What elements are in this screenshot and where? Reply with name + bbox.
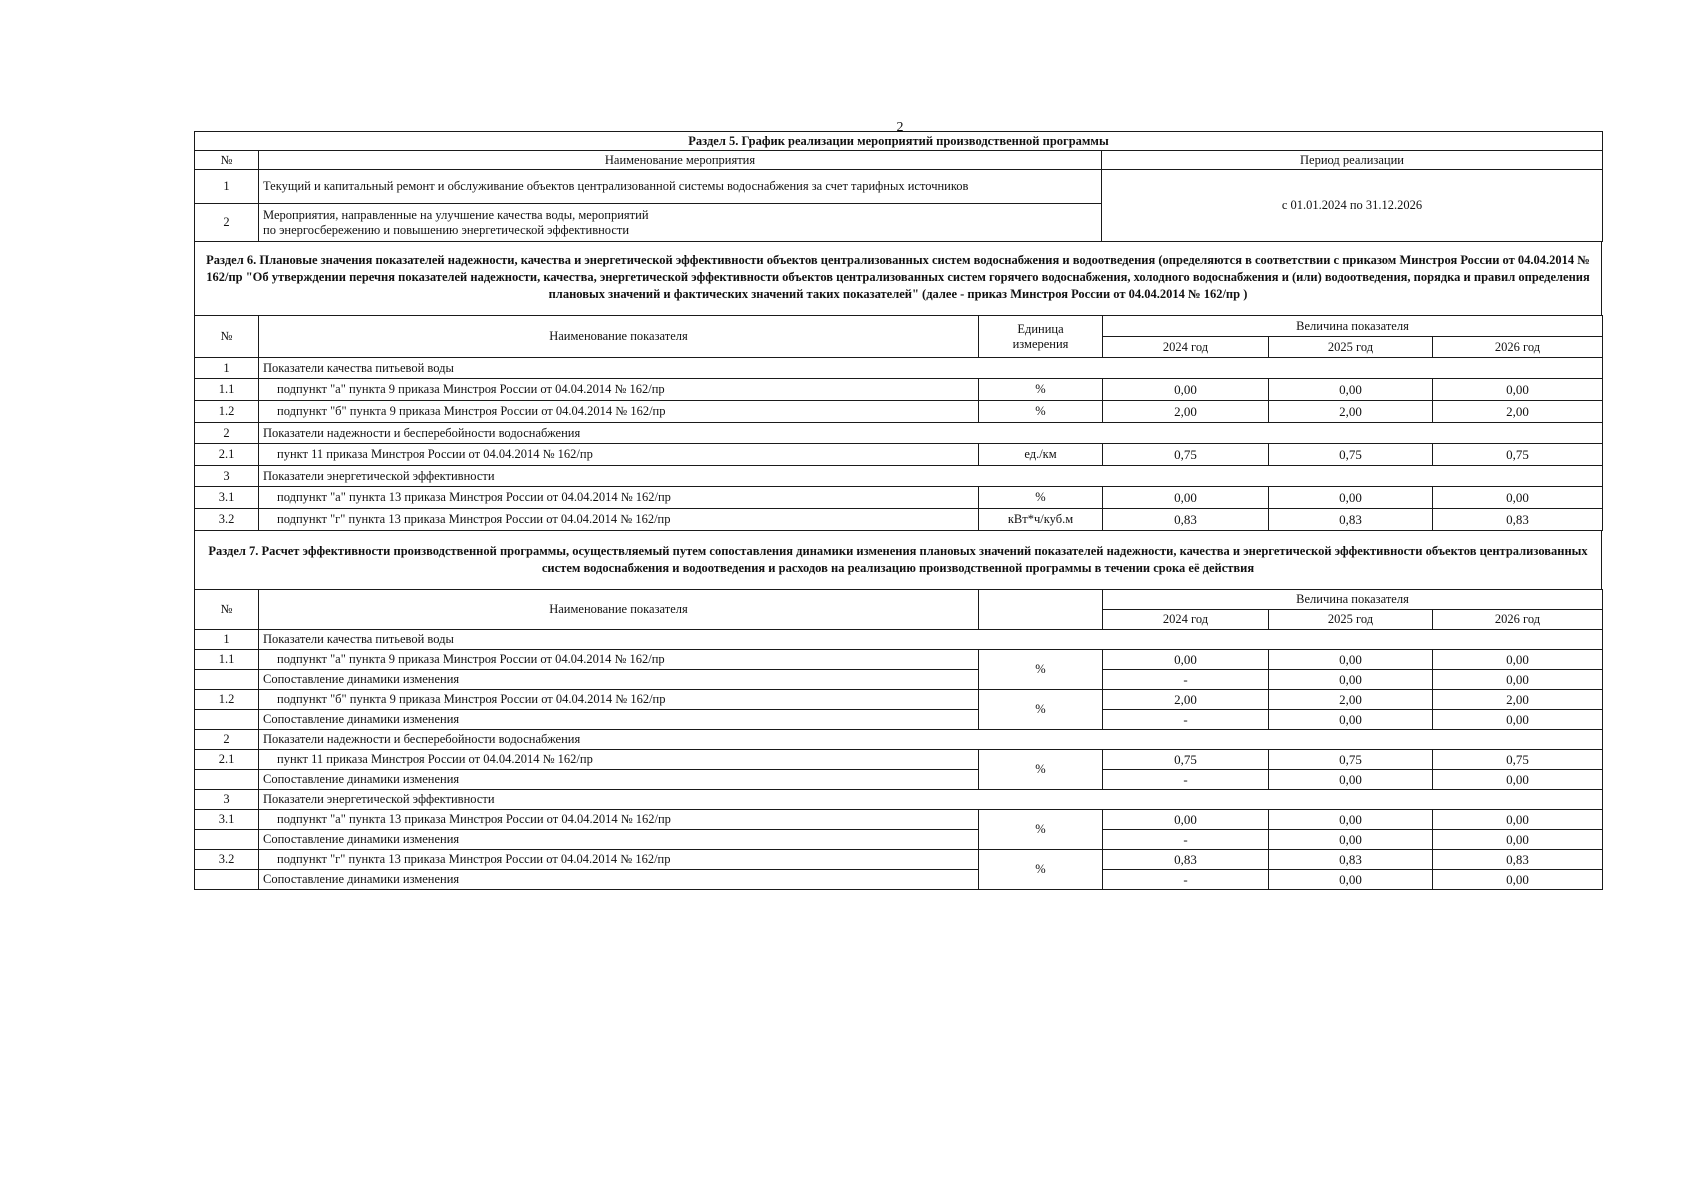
indicator-name: подпункт "а" пункта 9 приказа Минстроя России от 04.04.2014 № 162/пр — [259, 650, 979, 670]
row-number: 2.1 — [195, 750, 259, 770]
section5-row-2-num: 2 — [195, 204, 259, 242]
unit-cell: % — [979, 750, 1103, 790]
section5-period-value: с 01.01.2024 по 31.12.2026 — [1102, 170, 1603, 242]
compare-value-cell: - — [1103, 710, 1269, 730]
value-cell: 0,75 — [1103, 750, 1269, 770]
compare-value-cell: 0,00 — [1269, 670, 1433, 690]
unit-cell: % — [979, 650, 1103, 690]
value-cell: 0,75 — [1433, 444, 1603, 466]
table-row — [195, 509, 1603, 531]
unit-cell: % — [979, 810, 1103, 850]
row-number-empty — [195, 670, 259, 690]
section6-year-2025: 2025 год — [1269, 337, 1433, 358]
row-number-empty — [195, 830, 259, 850]
value-cell: 2,00 — [1433, 401, 1603, 423]
value-cell: 0,75 — [1269, 750, 1433, 770]
section6-col-num: № — [195, 316, 259, 358]
value-cell: 0,75 — [1269, 444, 1433, 466]
section7-table — [194, 589, 1603, 890]
table-row — [195, 750, 1603, 770]
section7-title: Раздел 7. Расчет эффективности производственной программы, осуществляемый путем сопоставления динамики изменения плановых значений показателей надежности, качества и энергетической эффективности объектов централизованных систем водоснабжения и водоотведения и расходов на реализацию производственной программы в течении срока её действия — [194, 531, 1602, 589]
section5-table — [194, 131, 1603, 242]
value-cell: 2,00 — [1269, 690, 1433, 710]
row-number: 3 — [195, 466, 259, 487]
page-number: 2 — [896, 120, 904, 135]
value-cell: 0,75 — [1433, 750, 1603, 770]
value-cell: 0,00 — [1103, 379, 1269, 401]
row-number: 1.2 — [195, 401, 259, 423]
row-number: 1.1 — [195, 379, 259, 401]
value-cell: 0,00 — [1269, 810, 1433, 830]
group-name: Показатели качества питьевой воды — [259, 358, 1603, 379]
table-row — [195, 444, 1603, 466]
compare-value-cell: 0,00 — [1269, 870, 1433, 890]
row-number-empty — [195, 770, 259, 790]
indicator-name: подпункт "а" пункта 13 приказа Минстроя России от 04.04.2014 № 162/пр — [259, 810, 979, 830]
table-row — [195, 810, 1603, 830]
section6-body — [195, 358, 1603, 531]
section5-row-1-name: Текущий и капитальный ремонт и обслуживание объектов централизованной системы водоснабжения за счет тарифных источников — [259, 170, 1102, 204]
compare-value-cell: 0,00 — [1433, 710, 1603, 730]
compare-row — [195, 870, 1603, 890]
value-cell: 0,83 — [1433, 509, 1603, 531]
section7-col-name: Наименование показателя — [259, 590, 979, 630]
indicator-name: пункт 11 приказа Минстроя России от 04.04.2014 № 162/пр — [259, 750, 979, 770]
unit-cell: % — [979, 850, 1103, 890]
indicator-name: пункт 11 приказа Минстроя России от 04.04.2014 № 162/пр — [259, 444, 979, 466]
section6-year-2024: 2024 год — [1103, 337, 1269, 358]
row-number: 1.2 — [195, 690, 259, 710]
value-cell: 0,00 — [1433, 379, 1603, 401]
value-cell: 0,83 — [1433, 850, 1603, 870]
indicator-name: подпункт "а" пункта 9 приказа Минстроя России от 04.04.2014 № 162/пр — [259, 379, 979, 401]
unit-cell: % — [979, 487, 1103, 509]
section6-col-unit — [979, 316, 1103, 358]
row-number: 2 — [195, 730, 259, 750]
value-cell: 0,00 — [1433, 650, 1603, 670]
unit-cell: кВт*ч/куб.м — [979, 509, 1103, 531]
compare-value-cell: - — [1103, 870, 1269, 890]
indicator-name: подпункт "б" пункта 9 приказа Минстроя России от 04.04.2014 № 162/пр — [259, 690, 979, 710]
compare-label: Сопоставление динамики изменения — [259, 710, 979, 730]
section5-row-1-num: 1 — [195, 170, 259, 204]
compare-value-cell: - — [1103, 830, 1269, 850]
value-cell: 0,00 — [1433, 487, 1603, 509]
value-cell: 0,83 — [1269, 850, 1433, 870]
section7-group-row — [195, 630, 1603, 650]
section6-group-row — [195, 466, 1603, 487]
section7-year-2024: 2024 год — [1103, 610, 1269, 630]
group-name: Показатели надежности и бесперебойности водоснабжения — [259, 730, 1603, 750]
table-row — [195, 401, 1603, 423]
row-number: 1 — [195, 630, 259, 650]
section5-title: Раздел 5. График реализации мероприятий производственной программы — [195, 132, 1603, 151]
indicator-name: подпункт "б" пункта 9 приказа Минстроя России от 04.04.2014 № 162/пр — [259, 401, 979, 423]
section6-group-row — [195, 423, 1603, 444]
section7-col-unit — [979, 590, 1103, 630]
compare-value-cell: 0,00 — [1433, 830, 1603, 850]
compare-row — [195, 770, 1603, 790]
indicator-name: подпункт "г" пункта 13 приказа Минстроя России от 04.04.2014 № 162/пр — [259, 509, 979, 531]
section6-col-value: Величина показателя — [1103, 316, 1603, 337]
table-row — [195, 690, 1603, 710]
compare-row — [195, 710, 1603, 730]
value-cell: 0,75 — [1103, 444, 1269, 466]
table-row — [195, 850, 1603, 870]
compare-value-cell: - — [1103, 770, 1269, 790]
value-cell: 0,00 — [1433, 810, 1603, 830]
unit-cell: % — [979, 379, 1103, 401]
section7-year-2026: 2026 год — [1433, 610, 1603, 630]
value-cell: 2,00 — [1103, 690, 1269, 710]
table-row — [195, 487, 1603, 509]
compare-value-cell: 0,00 — [1269, 710, 1433, 730]
value-cell: 0,00 — [1269, 487, 1433, 509]
compare-value-cell: 0,00 — [1269, 830, 1433, 850]
group-name: Показатели энергетической эффективности — [259, 790, 1603, 810]
row-number: 1 — [195, 358, 259, 379]
compare-value-cell: 0,00 — [1433, 770, 1603, 790]
value-cell: 2,00 — [1269, 401, 1433, 423]
section7-group-row — [195, 730, 1603, 750]
section5-col-num: № — [195, 151, 259, 170]
unit-cell: % — [979, 690, 1103, 730]
compare-label: Сопоставление динамики изменения — [259, 830, 979, 850]
section5-row-2-line2: по энергосбережению и повышению энергетической эффективности — [263, 222, 630, 237]
row-number: 1.1 — [195, 650, 259, 670]
compare-row — [195, 670, 1603, 690]
section5-col-period: Период реализации — [1102, 151, 1603, 170]
value-cell: 2,00 — [1433, 690, 1603, 710]
section7-year-2025: 2025 год — [1269, 610, 1433, 630]
indicator-name: подпункт "а" пункта 13 приказа Минстроя России от 04.04.2014 № 162/пр — [259, 487, 979, 509]
section7-col-value: Величина показателя — [1103, 590, 1603, 610]
compare-value-cell: 0,00 — [1433, 870, 1603, 890]
row-number: 2 — [195, 423, 259, 444]
table-row — [195, 379, 1603, 401]
value-cell: 0,00 — [1103, 650, 1269, 670]
value-cell: 0,00 — [1269, 379, 1433, 401]
unit-cell: % — [979, 401, 1103, 423]
section7-group-row — [195, 790, 1603, 810]
section6-year-2026: 2026 год — [1433, 337, 1603, 358]
row-number-empty — [195, 870, 259, 890]
section7-body — [195, 630, 1603, 890]
row-number: 3.1 — [195, 810, 259, 830]
document-sheet — [194, 131, 1602, 890]
row-number: 3.1 — [195, 487, 259, 509]
section6-group-row — [195, 358, 1603, 379]
row-number: 2.1 — [195, 444, 259, 466]
section6-col-unit-line1: Единица — [1017, 321, 1064, 336]
group-name: Показатели энергетической эффективности — [259, 466, 1603, 487]
group-name: Показатели надежности и бесперебойности водоснабжения — [259, 423, 1603, 444]
section7-col-num: № — [195, 590, 259, 630]
section6-col-unit-line2: измерения — [1012, 336, 1069, 351]
value-cell: 0,00 — [1103, 487, 1269, 509]
value-cell: 0,83 — [1269, 509, 1433, 531]
section6-table — [194, 315, 1603, 531]
value-cell: 2,00 — [1103, 401, 1269, 423]
compare-value-cell: 0,00 — [1269, 770, 1433, 790]
row-number: 3.2 — [195, 509, 259, 531]
group-name: Показатели качества питьевой воды — [259, 630, 1603, 650]
compare-value-cell: - — [1103, 670, 1269, 690]
row-number-empty — [195, 710, 259, 730]
indicator-name: подпункт "г" пункта 13 приказа Минстроя России от 04.04.2014 № 162/пр — [259, 850, 979, 870]
compare-label: Сопоставление динамики изменения — [259, 870, 979, 890]
row-number: 3.2 — [195, 850, 259, 870]
row-number: 3 — [195, 790, 259, 810]
section5-row-2-line1: Мероприятия, направленные на улучшение качества воды, мероприятий — [263, 207, 649, 222]
value-cell: 0,83 — [1103, 850, 1269, 870]
section6-title: Раздел 6. Плановые значения показателей надежности, качества и энергетической эффективности объектов централизованных систем водоснабжения и водоотведения (определяются в соответствии с приказом Минстроя России от 04.04.2014 № 162/пр "Об утверждении перечня показателей надежности, качества, энергетической эффективности объектов централизованных систем горячего водоснабжения, холодного водоснабжения и (или) водоотведения, порядка и правил определения плановых значений и фактических значений таких показателей" (далее - приказ Минстроя России от 04.04.2014 № 162/пр ) — [194, 242, 1602, 315]
value-cell: 0,00 — [1269, 650, 1433, 670]
section5-row-2-name — [259, 204, 1102, 242]
compare-row — [195, 830, 1603, 850]
table-row — [195, 650, 1603, 670]
unit-cell: ед./км — [979, 444, 1103, 466]
section6-col-name: Наименование показателя — [259, 316, 979, 358]
compare-value-cell: 0,00 — [1433, 670, 1603, 690]
section5-col-name: Наименование мероприятия — [259, 151, 1102, 170]
compare-label: Сопоставление динамики изменения — [259, 770, 979, 790]
value-cell: 0,83 — [1103, 509, 1269, 531]
compare-label: Сопоставление динамики изменения — [259, 670, 979, 690]
value-cell: 0,00 — [1103, 810, 1269, 830]
